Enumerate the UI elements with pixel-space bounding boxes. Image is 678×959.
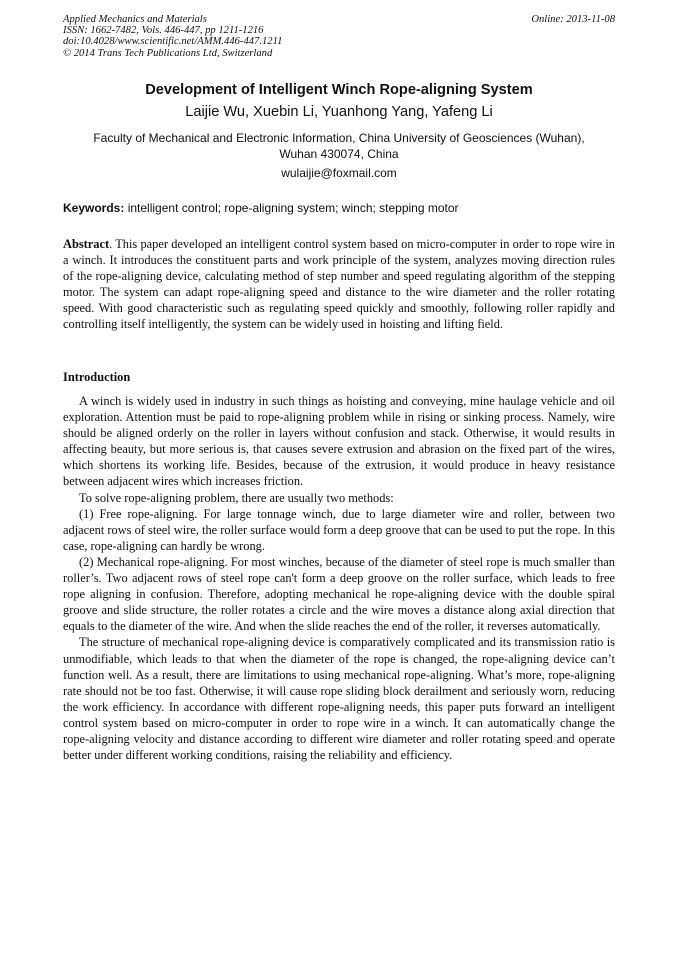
doi-line: doi:10.4028/www.scientific.net/AMM.446-447.1211 bbox=[63, 36, 283, 48]
issn-line: ISSN: 1662-7482, Vols. 446-447, pp 1211-1216 bbox=[63, 25, 264, 37]
abstract-text: . This paper developed an intelligent control system based on micro-computer in order to rope wire in a winch. It introduces the constituent parts and work principle of the system, analyzes moving direction rules of the rope-aligning device, calculating method of step number and speed regulating algorithm of the stepping motor. The system can adapt rope-aligning speed and distance to the wire diameter and the roller rotating speed. With good characteristic such as regulating speed quickly and smoothly, following roller rapidly and controlling itself intelligently, the system can be widely used in hoisting and lifting field. bbox=[63, 237, 615, 332]
copyright-line: © 2014 Trans Tech Publications Ltd, Switzerland bbox=[63, 47, 273, 59]
affiliation-line-2: Wuhan 430074, China bbox=[279, 147, 399, 161]
abstract-label: Abstract bbox=[63, 237, 110, 251]
keywords-text: intelligent control; rope-aligning system; winch; stepping motor bbox=[127, 201, 459, 215]
keywords-label: Keywords: bbox=[63, 201, 125, 215]
intro-paragraph: The structure of mechanical rope-aligning device is comparatively complicated and its transmission ratio is unmodifiable, which leads to that when the diameter of the rope is changed, the rope-aligning device can’t function well. As a result, there are limitations to using mechanical rope-aligning. What’s more, rope-aligning rate should not be too fast. Otherwise, it will cause rope sliding block derailment and seriously worn, reducing the work efficiency. In accordance with different rope-aligning needs, this paper puts forward an intelligent control system based on micro-computer in order to rope wire in a winch. It can automatically change the rope-aligning velocity and distance according to different wire diameter and roller rotating speed and operate better under different working conditions, raising the reliability and efficiency. bbox=[63, 635, 615, 763]
abstract bbox=[63, 236, 615, 333]
journal-name: Applied Mechanics and Materials bbox=[63, 14, 207, 25]
section-heading-introduction: Introduction bbox=[63, 370, 131, 384]
intro-paragraph: A winch is widely used in industry in such things as hoisting and conveying, mine haulage vehicle and oil exploration. Attention must be paid to rope-aligning problem while in rising or sinking process. Namely, wire should be aligned orderly on the roller in layers without confusion and stack. Otherwise, it would results in affecting beauty, but more serious is, that causes severe extrusion and abrasion on the fixed part of the wires, which shortens its working life. Besides, because of the extrusion, it would produce in heavy resistance between adjacent wires which increases friction. bbox=[63, 394, 615, 489]
intro-paragraph: (2) Mechanical rope-aligning. For most winches, because of the diameter of steel rope is much smaller than roller’s. Two adjacent rows of steel rope can't form a deep groove on the roller surface, which leads to free rope aligning in confusion. Therefore, adopting mechanical he rope-aligning device with the double spiral groove and slide structure, the roller rotates a circle and the wire moves a distance along axial direction that equals to the diameter of the wire. And when the slide reaches the end of the roller, it reverses automatically. bbox=[63, 554, 615, 634]
affiliation bbox=[60, 130, 618, 162]
keywords bbox=[63, 201, 615, 215]
author-email: wulaijie@foxmail.com bbox=[281, 166, 397, 180]
online-date: Online: 2013-11-08 bbox=[531, 14, 615, 25]
intro-paragraph: To solve rope-aligning problem, there are usually two methods: bbox=[79, 490, 394, 505]
paper-title: Development of Intelligent Winch Rope-aligning System bbox=[145, 82, 533, 98]
intro-paragraph: (1) Free rope-aligning. For large tonnage winch, due to large diameter wire and roller, between two adjacent rows of steel wire, the roller surface would form a deep groove that can be used to put the rope. In this case, rope-aligning can hardly be wrong. bbox=[63, 506, 615, 553]
author-list: Laijie Wu, Xuebin Li, Yuanhong Yang, Yafeng Li bbox=[185, 104, 493, 120]
affiliation-line-1: Faculty of Mechanical and Electronic Information, China University of Geosciences (Wuhan), bbox=[93, 131, 585, 145]
journal-header bbox=[63, 14, 615, 59]
introduction-body bbox=[63, 393, 615, 763]
